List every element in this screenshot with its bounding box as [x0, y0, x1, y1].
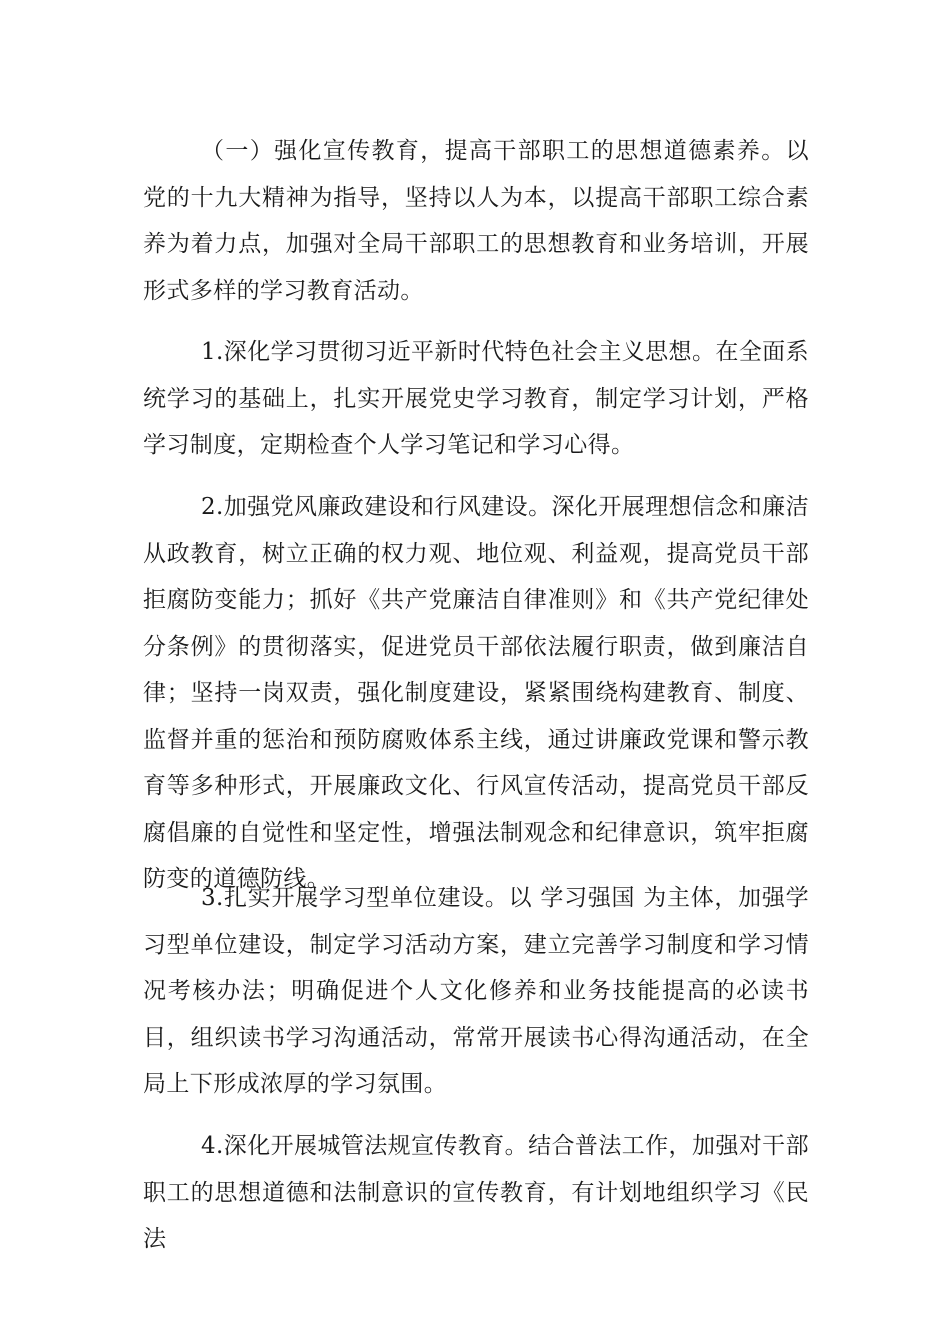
paragraph-item-3: 3.扎实开展学习型单位建设。以 学习强国 为主体，加强学习型单位建设，制定学习活动方案，建立完善学习制度和学习情况考核办法；明确促进个人文化修养和业务技能提高的必读书目，组织读书学习沟通活动，常常开展读书心得沟通活动，在全局上下形成浓厚的学习氛围。 [143, 885, 809, 1097]
paragraph-section-heading: （一）强化宣传教育，提高干部职工的思想道德素养。以党的十九大精神为指导，坚持以人为本，以提高干部职工综合素养为着力点，加强对全局干部职工的思想教育和业务培训，开展形式多样的学习教育活动。 [143, 138, 809, 304]
paragraph-item-2: 2.加强党风廉政建设和行风建设。深化开展理想信念和廉洁从政教育，树立正确的权力观、地位观、利益观，提高党员干部拒腐防变能力；抓好《共产党廉洁自律准则》和《共产党纪律处分条例》的贯彻落实，促进党员干部依法履行职责，做到廉洁自律；坚持一岗双责，强化制度建设，紧紧围绕构建教育、制度、监督并重的惩治和预防腐败体系主线，通过讲廉政党课和警示教育等多种形式，开展廉政文化、行风宣传活动，提高党员干部反腐倡廉的自觉性和坚定性，增强法制观念和纪律意识，筑牢拒腐防变的道德防线。 [143, 494, 809, 892]
paragraph-item-4: 4.深化开展城管法规宣传教育。结合普法工作，加强对干部职工的思想道德和法制意识的宣传教育，有计划地组织学习《民法 [143, 1133, 809, 1252]
paragraph-item-1: 1.深化学习贯彻习近平新时代特色社会主义思想。在全面系统学习的基础上，扎实开展党史学习教育，制定学习计划，严格学习制度，定期检查个人学习笔记和学习心得。 [143, 339, 809, 458]
